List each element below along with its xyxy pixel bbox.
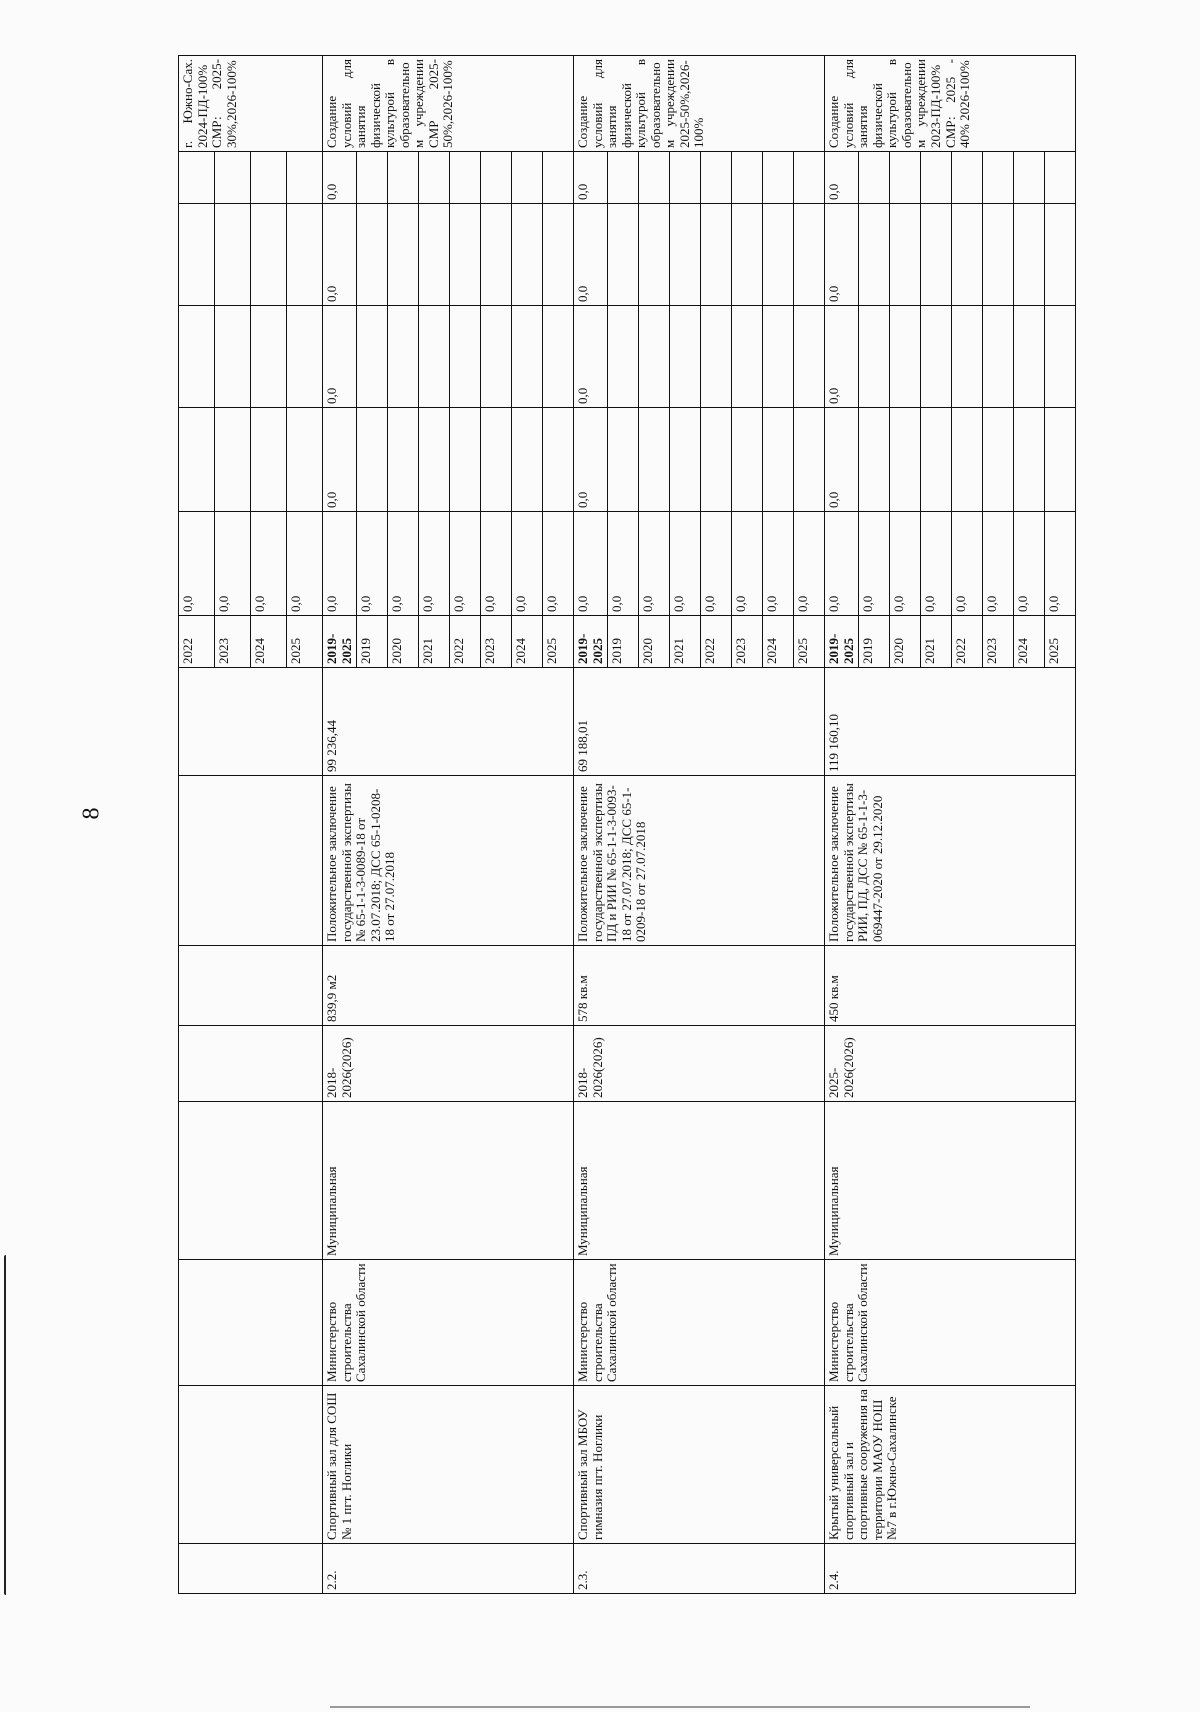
- year-cell: 2019: [357, 616, 388, 668]
- year-cell: 2023: [732, 616, 763, 668]
- value-cell: 0,0: [952, 512, 983, 616]
- estimated-cost: 99 236,44: [323, 668, 574, 776]
- scan-bottom-edge: [330, 1706, 1030, 1708]
- object-name: Крытый универсальный спортивный зал и спортивные сооружения на территории МАОУ НОШ №7 в г.Южно-Сахалинске: [825, 1386, 1076, 1544]
- row-number: 2.2.: [323, 1544, 574, 1594]
- year-cell: 2019: [859, 616, 890, 668]
- year-cell: 2022: [179, 616, 215, 668]
- year-cell: 2024: [1014, 616, 1045, 668]
- object-name: Спортивный зал для СОШ № 1 пгт. Ноглики: [323, 1386, 574, 1544]
- year-cell: 2022: [450, 616, 481, 668]
- value-cell: 0,0: [732, 512, 763, 616]
- year-cell: 2021: [419, 616, 450, 668]
- year-cell: 2024: [251, 616, 287, 668]
- ownership: Муниципальная: [825, 1102, 1076, 1260]
- year-cell: 2024: [512, 616, 543, 668]
- row-number: 2.3.: [574, 1544, 825, 1594]
- year-total: 2019-2025: [574, 616, 608, 668]
- page-number: 8: [78, 807, 105, 820]
- value-cell: 0,0: [574, 306, 608, 408]
- value-cell: 0,0: [574, 204, 608, 306]
- customer: Министерство строительства Сахалинской области: [323, 1260, 574, 1386]
- expertise: Положительное заключение государственной экспертизы ПД и РИИ № 65-1-1-3-0093-18 от 27.07.2018; ДСС 65-1-0209-18 от 27.07.2018: [574, 776, 825, 946]
- value-cell: 0,0: [481, 512, 512, 616]
- value-cell: 0,0: [388, 512, 419, 616]
- value-cell: 0,0: [450, 512, 481, 616]
- objects-table: [178, 55, 1076, 1594]
- value-cell: 0,0: [251, 512, 287, 616]
- value-cell: 0,0: [890, 512, 921, 616]
- estimated-cost: 119 160,10: [825, 668, 1076, 776]
- value-cell: 0,0: [794, 512, 825, 616]
- value-cell: 0,0: [670, 512, 701, 616]
- ownership: Муниципальная: [574, 1102, 825, 1260]
- value-cell: 0,0: [179, 512, 215, 616]
- year-total: 2019-2025: [323, 616, 357, 668]
- year-cell: 2022: [952, 616, 983, 668]
- value-cell: 0,0: [825, 512, 859, 616]
- value-cell: 0,0: [574, 512, 608, 616]
- period: 2025-2026(2026): [825, 1026, 1076, 1102]
- value-cell: 0,0: [574, 408, 608, 512]
- year-cell: 2021: [921, 616, 952, 668]
- year-cell: 2020: [639, 616, 670, 668]
- year-cell: 2024: [763, 616, 794, 668]
- year-cell: 2023: [481, 616, 512, 668]
- year-cell: 2025: [794, 616, 825, 668]
- estimated-cost: 69 188,01: [574, 668, 825, 776]
- capacity: 578 кв.м: [574, 946, 825, 1026]
- value-cell: 0,0: [323, 408, 357, 512]
- year-total: 2019-2025: [825, 616, 859, 668]
- expertise: Положительное заключение государственной экспертизы РИИ, ПД, ДСС № 65-1-1-3-069447-2020 от 29.12.2020: [825, 776, 1076, 946]
- customer: Министерство строительства Сахалинской области: [574, 1260, 825, 1386]
- value-cell: 0,0: [1014, 512, 1045, 616]
- table-row: [179, 56, 215, 1594]
- value-cell: 0,0: [983, 512, 1014, 616]
- value-cell: 0,0: [701, 512, 732, 616]
- value-cell: 0,0: [825, 204, 859, 306]
- value-cell: 0,0: [419, 512, 450, 616]
- expertise: Положительное заключение государственной экспертизы № 65-1-1-3-0089-18 от 23.07.2018; ДСС 65-1-0208-18 от 27.07.2018: [323, 776, 574, 946]
- value-cell: 0,0: [512, 512, 543, 616]
- year-cell: 2025: [1045, 616, 1076, 668]
- year-cell: 2019: [608, 616, 639, 668]
- value-cell: 0,0: [574, 152, 608, 204]
- capacity: 450 кв.м: [825, 946, 1076, 1026]
- value-cell: 0,0: [825, 152, 859, 204]
- capacity: 839,9 м2: [323, 946, 574, 1026]
- rotated-table-sheet: [178, 56, 1088, 1594]
- scan-edge-mark: [4, 1255, 9, 1595]
- table-row: [574, 56, 608, 1594]
- period: 2018-2026(2026): [323, 1026, 574, 1102]
- result-cell: Создание условий для занятия физической культурой в образовательном учреждении СМР 2025-50%,2026-100%: [323, 56, 574, 152]
- period: 2018-2026(2026): [574, 1026, 825, 1102]
- object-name: Спортивный зал МБОУ гимназия пгт. Ноглики: [574, 1386, 825, 1544]
- value-cell: 0,0: [357, 512, 388, 616]
- value-cell: 0,0: [323, 152, 357, 204]
- value-cell: 0,0: [543, 512, 574, 616]
- value-cell: 0,0: [859, 512, 890, 616]
- value-cell: 0,0: [825, 306, 859, 408]
- year-cell: 2020: [388, 616, 419, 668]
- year-cell: 2025: [287, 616, 323, 668]
- year-cell: 2023: [983, 616, 1014, 668]
- value-cell: 0,0: [763, 512, 794, 616]
- value-cell: 0,0: [323, 204, 357, 306]
- row-number: 2.4.: [825, 1544, 1076, 1594]
- year-cell: 2023: [215, 616, 251, 668]
- value-cell: 0,0: [639, 512, 670, 616]
- value-cell: 0,0: [323, 512, 357, 616]
- ownership: Муниципальная: [323, 1102, 574, 1260]
- table-row: [323, 56, 357, 1594]
- customer: Министерство строительства Сахалинской области: [825, 1260, 1076, 1386]
- year-cell: 2025: [543, 616, 574, 668]
- year-cell: 2021: [670, 616, 701, 668]
- result-cell: г. Южно-Сах. 2024-ПД-100% СМР: 2025-30%,2026-100%: [179, 56, 323, 152]
- value-cell: 0,0: [608, 512, 639, 616]
- result-cell: Создание условий для занятия физической культурой в образовательном учреждении 2025-50%,2026-100%: [574, 56, 825, 152]
- value-cell: 0,0: [215, 512, 251, 616]
- value-cell: 0,0: [287, 512, 323, 616]
- value-cell: 0,0: [921, 512, 952, 616]
- value-cell: 0,0: [1045, 512, 1076, 616]
- table-row: [825, 56, 859, 1594]
- year-cell: 2020: [890, 616, 921, 668]
- value-cell: 0,0: [825, 408, 859, 512]
- value-cell: 0,0: [323, 306, 357, 408]
- result-cell: Создание условий для занятия физической культурой в образовательном учреждении 2023-ПД-100% СМР: 2025 - 40% 2026-100%: [825, 56, 1076, 152]
- year-cell: 2022: [701, 616, 732, 668]
